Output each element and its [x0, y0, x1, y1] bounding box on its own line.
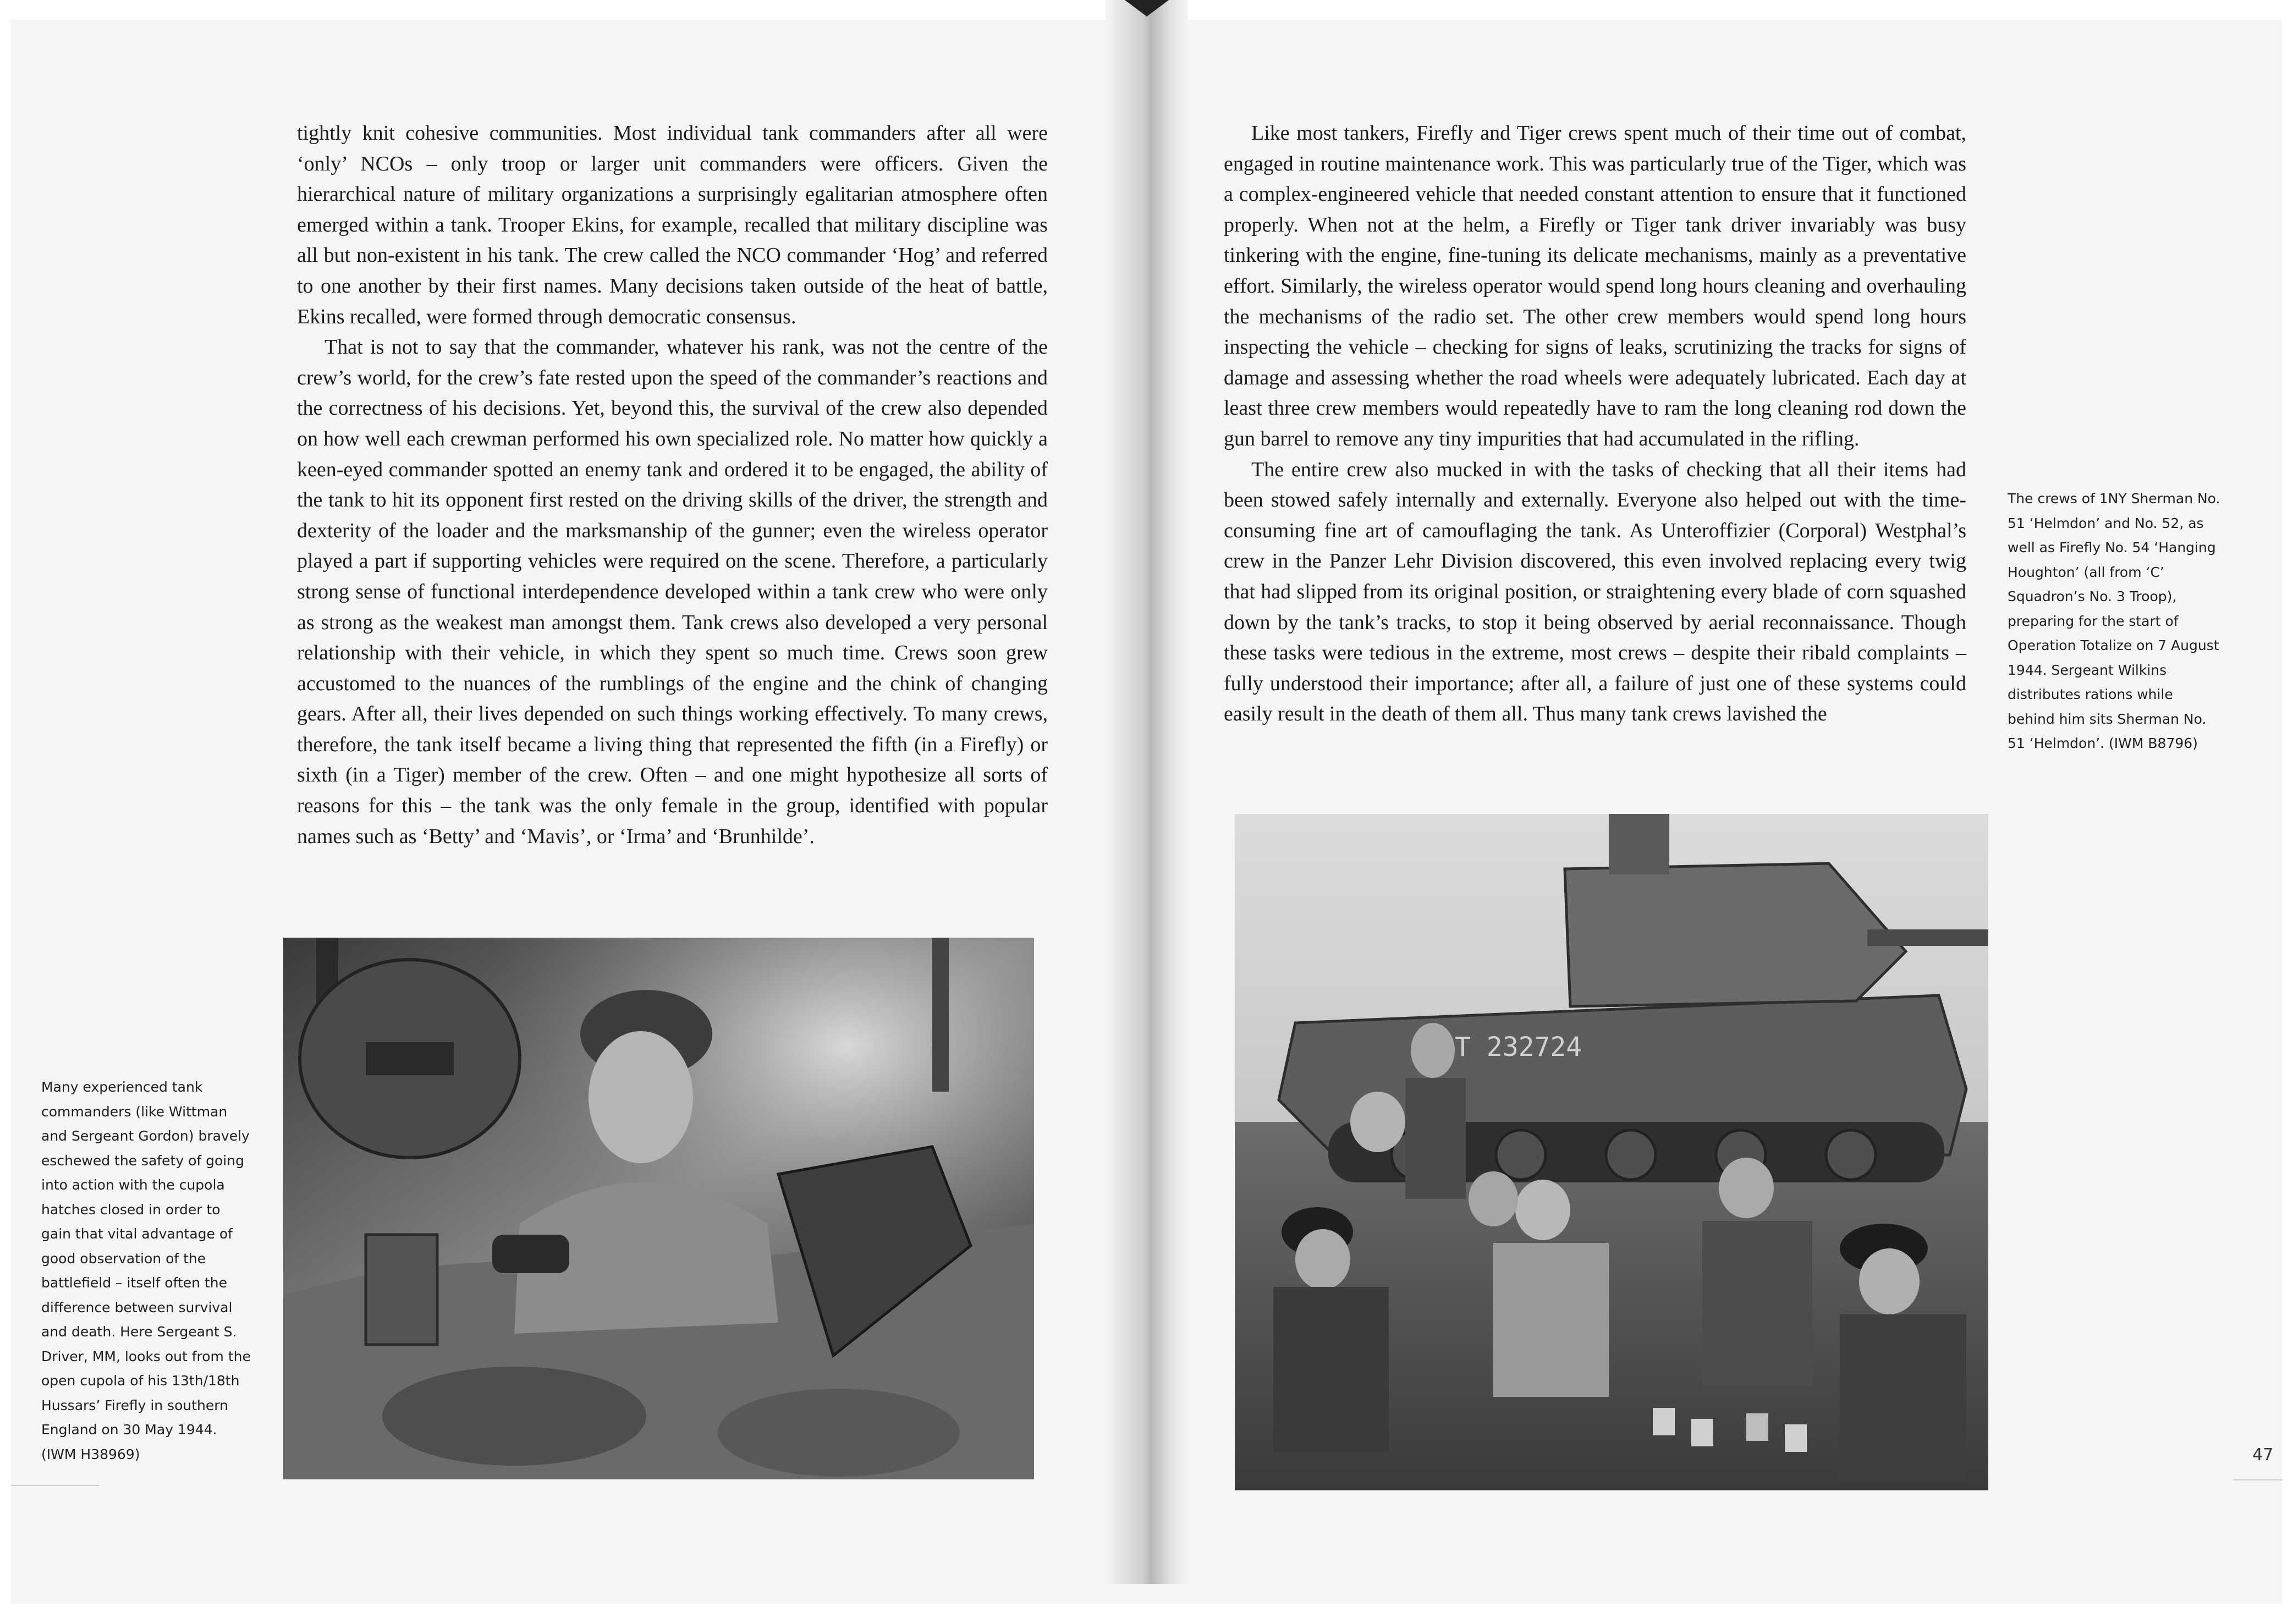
- right-caption-line: distributes rations while: [2008, 686, 2173, 702]
- tank-commander-photo-art: [283, 938, 1034, 1479]
- tank-crews-photo-art: [1235, 814, 1988, 1490]
- left-caption-line: and Sergeant Gordon) bravely: [41, 1128, 250, 1144]
- right-caption-line: behind him sits Sherman No.: [2008, 711, 2207, 727]
- left-caption-line: battlefield – itself often the: [41, 1275, 227, 1291]
- right-page-body: [1224, 118, 1966, 730]
- left-caption-line: hatches closed in order to: [41, 1201, 221, 1218]
- right-paragraph-2: The entire crew also mucked in with the tasks of checking that all their items had been stowed safely internally and externally. Everyone also helped out with the time-consuming fine art of camouflaging the tank. As Unteroffizier (Corporal) Westphal’s crew in the Panzer Lehr Division discovered, this even involved replacing every twig that had slipped from its original position, or straightening every blade of corn squashed down by the tank’s tracks, to stop it being observed by aerial reconnaissance. Though these tasks were tedious in the extreme, most crews – despite their ribald complaints – fully understood their importance; after all, a failure of just one of these systems could easily result in the death of them all. Thus many tank crews lavished the: [1224, 458, 1966, 726]
- left-caption-line: Driver, MM, looks out from the: [41, 1348, 251, 1364]
- right-page-edge-line: [2233, 1479, 2283, 1480]
- right-caption-line: Squadron’s No. 3 Troop),: [2008, 588, 2177, 604]
- left-caption-line: difference between survival: [41, 1299, 233, 1315]
- tank-crews-photo: [1235, 814, 1988, 1490]
- right-caption-line: The crews of 1NY Sherman No.: [2008, 491, 2220, 507]
- right-caption-line: Houghton’ (all from ‘C’: [2008, 564, 2164, 580]
- tank-serial-marking: T 232724: [1455, 1032, 1582, 1063]
- left-paragraph-1: tightly knit cohesive communities. Most individual tank commanders after all were ‘only’ NCOs – only troop or larger unit commanders were officers. Given the hierarchical nature of military organizations a surprisingly egalitarian atmosphere often emerged within a tank. Trooper Ekins, for example, recalled that military discipline was all but non-existent in his tank. The crew called the NCO commander ‘Hog’ and referred to one another by their first names. Many decisions taken outside of the heat of battle, Ekins recalled, were formed through democratic consensus.: [297, 122, 1048, 328]
- book-gutter: [1106, 0, 1188, 1584]
- right-photo-caption: [2008, 487, 2228, 756]
- left-photo-caption: [41, 1075, 261, 1467]
- left-caption-line: eschewed the safety of going: [41, 1152, 244, 1169]
- right-caption-line: 51 ‘Helmdon’. (IWM B8796): [2008, 735, 2198, 751]
- tank-commander-photo: [283, 938, 1034, 1479]
- left-page-body: [297, 118, 1048, 852]
- page-number: 47: [2252, 1445, 2274, 1465]
- left-caption-line: open cupola of his 13th/18th: [41, 1373, 240, 1389]
- right-caption-line: 1944. Sergeant Wilkins: [2008, 662, 2167, 678]
- left-caption-line: and death. Here Sergeant S.: [41, 1324, 237, 1340]
- left-page-edge-line: [11, 1485, 99, 1486]
- right-caption-line: Operation Totalize on 7 August: [2008, 637, 2219, 653]
- left-caption-line: Hussars’ Firefly in southern: [41, 1397, 228, 1413]
- left-paragraph-2: That is not to say that the commander, whatever his rank, was not the centre of the crew’s world, for the crew’s fate rested upon the speed of the commander’s reactions and the correctness of his decisions. Yet, beyond this, the survival of the crew also depended on how well each crewman performed his own specialized role. No matter how quickly a keen-eyed commander spotted an enemy tank and ordered it to be engaged, the ability of the tank to hit its opponent first rested on the driving skills of the driver, the strength and dexterity of the loader and the marksmanship of the gunner; even the wireless operator played a part if supporting vehicles were required on the scene. Therefore, a particularly strong sense of functional interdependence developed within a tank crew who were only as strong as the weakest man amongst them. Tank crews also developed a very personal relationship with their vehicle, in which they spent so much time. Crews soon grew accustomed to the nuances of the rumblings of the engine and the chink of changing gears. After all, their lives depended on such things working effectively. To many crews, therefore, the tank itself became a living thing that represented the fifth (in a Firefly) or sixth (in a Tiger) member of the crew. Often – and one might hypothesize all sorts of reasons for this – the tank was the only female in the group, identified with popular names such as ‘Betty’ and ‘Mavis’, or ‘Irma’ and ‘Brunhilde’.: [297, 335, 1048, 848]
- right-paragraph-1: Like most tankers, Firefly and Tiger crews spent much of their time out of combat, engaged in routine maintenance work. This was particularly true of the Tiger, which was a complex-engineered vehicle that needed constant attention to ensure that it functioned properly. When not at the helm, a Firefly or Tiger tank driver invariably was busy tinkering with the engine, fine-tuning its delicate mechanisms, mainly as a preventative effort. Similarly, the wireless operator would spend long hours cleaning and overhauling the mechanisms of the radio set. The other crew members would spend long hours inspecting the vehicle – checking for signs of leaks, scrutinizing the tracks for signs of damage and assessing whether the road wheels were adequately lubricated. Each day at least three crew members would repeatedly have to ram the long cleaning rod down the gun barrel to remove any tiny impurities that had accumulated in the rifling.: [1224, 122, 1966, 450]
- left-caption-line: commanders (like Wittman: [41, 1103, 228, 1120]
- left-caption-line: (IWM H38969): [41, 1446, 140, 1462]
- binding-notch: [1125, 0, 1169, 16]
- right-caption-line: preparing for the start of: [2008, 613, 2179, 629]
- left-caption-line: gain that vital advantage of: [41, 1226, 233, 1242]
- left-caption-line: into action with the cupola: [41, 1177, 225, 1193]
- left-caption-line: England on 30 May 1944.: [41, 1422, 217, 1438]
- left-caption-line: Many experienced tank: [41, 1079, 203, 1095]
- right-caption-line: 51 ‘Helmdon’ and No. 52, as: [2008, 515, 2204, 531]
- left-caption-line: good observation of the: [41, 1250, 206, 1267]
- right-caption-line: well as Firefly No. 54 ‘Hanging: [2008, 540, 2216, 555]
